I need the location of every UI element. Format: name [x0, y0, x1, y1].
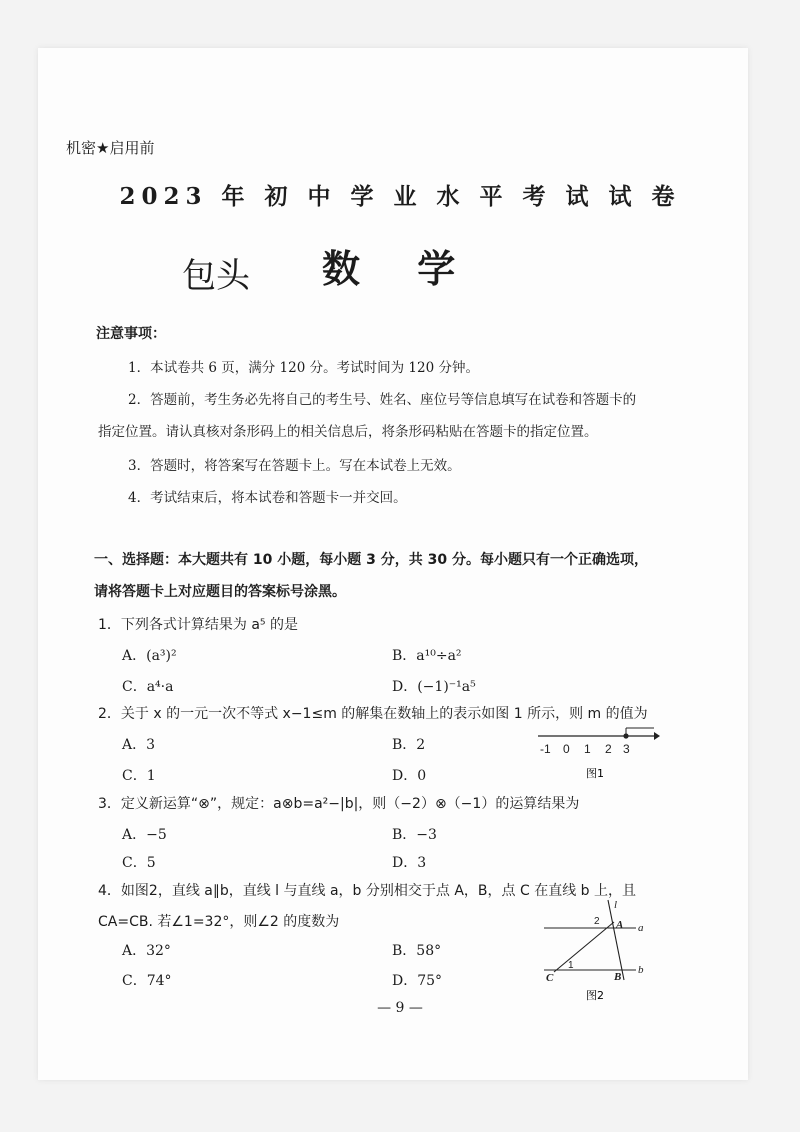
label-point-c: C [546, 972, 554, 984]
question-4-stem-2: CA=CB. 若∠1=32°，则∠2 的度数为 [98, 914, 340, 930]
page-number: — 9 — [377, 1000, 423, 1016]
q4-option-d: D．75° [392, 973, 443, 989]
figure-1-caption: 图1 [586, 767, 604, 780]
notice-item: 1．本试卷共 6 页，满分 120 分。考试时间为 120 分钟。 [128, 360, 479, 376]
q4-option-b: B．58° [392, 943, 442, 959]
label-l: l [614, 899, 618, 911]
q2-option-a: A．3 [122, 737, 156, 753]
figure-2-caption: 图2 [586, 989, 604, 1002]
q1-option-a: A．(a³)² [122, 648, 177, 664]
angle-2-label: 2 [594, 916, 600, 927]
number-line-arrow [654, 732, 660, 740]
q2-option-c: C．1 [122, 768, 156, 784]
label-point-a: A [616, 919, 624, 931]
tick-label: -1 [540, 742, 551, 756]
figure-2-parallel-lines [540, 898, 660, 1008]
notice-item: 4．考试结束后，将本试卷和答题卡一并交回。 [128, 490, 407, 506]
q4-option-c: C．74° [122, 973, 172, 989]
notice-item: 3．答题时，将答案写在答题卡上。写在本试卷上无效。 [128, 458, 461, 474]
tick-label: 0 [563, 742, 570, 756]
exam-title: 2023 年 初 中 学 业 水 平 考 试 试 卷 [119, 183, 681, 210]
section-instruction: 请将答题卡上对应题目的答案标号涂黑。 [94, 584, 346, 600]
question-2-stem: 2．关于 x 的一元一次不等式 x−1≤m 的解集在数轴上的表示如图 1 所示，则 m 的值为 [98, 706, 648, 722]
q1-option-b: B．a¹⁰÷a² [392, 648, 462, 664]
notice-heading: 注意事项： [96, 326, 166, 342]
question-4-stem: 4．如图2，直线 a∥b，直线 l 与直线 a，b 分别相交于点 A，B，点 C 在直线 b 上，且 [98, 883, 636, 899]
figure-1-number-line [530, 722, 660, 782]
notice-item: 指定位置。请认真核对条形码上的相关信息后，将条形码粘贴在答题卡的指定位置。 [98, 424, 598, 440]
q2-option-b: B．2 [392, 737, 426, 753]
label-a: a [638, 922, 644, 934]
q4-option-a: A．32° [122, 943, 171, 959]
segment-ca [554, 922, 614, 972]
question-1-stem: 1．下列各式计算结果为 a⁵ 的是 [98, 617, 298, 633]
tick-label: 1 [584, 742, 591, 756]
q3-option-a: A．−5 [122, 827, 167, 843]
q3-option-b: B．−3 [392, 827, 437, 843]
tick-label: 3 [623, 742, 630, 756]
solution-endpoint [623, 733, 628, 738]
section-heading: 一、选择题：本大题共有 10 小题，每小题 3 分，共 30 分。每小题只有一个正确选项， [94, 552, 648, 568]
subject-title: 数 学 [322, 246, 478, 291]
q1-option-d: D．(−1)⁻¹a⁵ [392, 679, 476, 695]
label-point-b: B [614, 971, 622, 983]
tick-label: 2 [605, 742, 612, 756]
q2-option-d: D．0 [392, 768, 427, 784]
q3-option-c: C．5 [122, 855, 156, 871]
q1-option-c: C．a⁴·a [122, 679, 174, 695]
label-b: b [638, 964, 644, 976]
city-handwritten: 包头 [182, 256, 250, 296]
question-3-stem: 3．定义新运算“⊗”，规定：a⊗b=a²−|b|，则（−2）⊗（−1）的运算结果为 [98, 796, 580, 812]
confidential-label: 机密★启用前 [66, 139, 155, 157]
notice-item: 2．答题前，考生务必先将自己的考生号、姓名、座位号等信息填写在试卷和答题卡的 [128, 392, 637, 408]
q3-option-d: D．3 [392, 855, 427, 871]
angle-1-label: 1 [568, 960, 574, 971]
line-l [608, 900, 624, 980]
